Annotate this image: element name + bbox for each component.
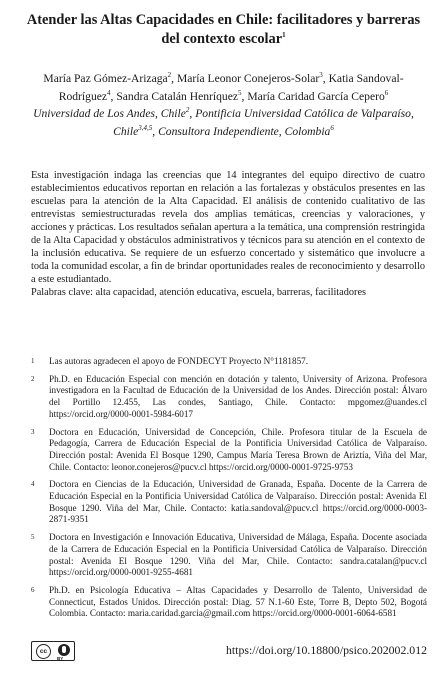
author-sup: 3 (319, 71, 323, 80)
author-name: Katia Sandoval-Rodríguez (58, 72, 404, 103)
affiliation-list: Universidad de Los Andes, Chile$^2$, Pontificia Universidad Católica de Valparaíso, Chile$^{3,4,5}$, Consultora Independiente, Colombia$^6$ (33, 106, 414, 138)
author-sup: 2 (167, 71, 172, 80)
abstract-text: Esta investigación indaga las creencias que 14 integrantes del equipo directivo de cuatro establecimientos educativos reportan en relación a las fortalezas y obstáculos presentes en las escuelas para la atención de la Alta Capacidad. El análisis de contenido cualitativo de las entrevistas semiestructuradas revela dos amplias temáticas, creencias y valoraciones, y acciones y prácticas. Los resultados señalan apertura a la temática, una comprensión restringida de la Alta Capacidad y obstáculos administrativos y técnicos para su atención en el contexto de la inclusión educativa. Se requiere de un esfuerzo concertado y sistemático que involucre a toda la comunidad escolar, a fin de brindar oportunidades reales de reconocimiento y desarrollo a este estudiantado. (31, 170, 425, 285)
footnote-text: Ph.D. en Psicología Educativa – Altas Capacidades y Desarrollo de Talento, Universidad de Connecticut, Estados Unidos. Dirección postal: Diag. 57 N.1-60 Este, Torre B, Depto 502, Bogotá Colombia. Contacto: maria.caridad.garcia@gmail.com https://orcid.org/0000-0001-6064-6581 (49, 584, 427, 619)
article-title (20, 11, 427, 49)
author-sup: 5 (238, 88, 242, 97)
footnote (31, 532, 427, 579)
footnote (31, 585, 427, 620)
keywords: Palabras clave: alta capacidad, atención educativa, escuela, barreras, facilitadores (31, 287, 367, 298)
title-line-2-text: del contexto escolar (161, 31, 283, 47)
footnote (31, 356, 427, 368)
affiliation-sup: 2 (185, 106, 190, 115)
page-footer (31, 641, 427, 663)
footnote (31, 427, 427, 474)
affiliation-name: Pontificia Universidad Católica de Valparaíso, Chile (113, 107, 414, 138)
author-sup: 6 (384, 88, 389, 97)
author-name: María Leonor Conejeros-Solar (176, 72, 320, 85)
title-line-1: Atender las Altas Capacidades en Chile: facilitadores y barreras (26, 12, 421, 28)
affiliation-name: Consultora Independiente, Colombia (158, 124, 331, 138)
footnote-text: Las autoras agradecen el apoyo de FONDECYT Proyecto N°1181857. (49, 356, 309, 366)
author-name: María Paz Gómez-Arizaga (43, 72, 168, 85)
attribution-icon (58, 644, 70, 656)
by-label: BY (57, 656, 64, 661)
author-list: María Paz Gómez-Arizaga$^2$, María Leonor Conejeros-Solar$^3$, Katia Sandoval-Rodríguez$^4$, Sandra Catalán Henríquez$^5$, María Caridad García Cepero$^6$ (43, 71, 404, 103)
author-sup: 4 (107, 88, 111, 97)
footnote (31, 479, 427, 526)
affiliation-sup: 3,4,5 (138, 123, 153, 132)
author-name: Sandra Catalán Henríquez (116, 89, 239, 103)
affiliation-sup: 6 (330, 123, 334, 132)
footnote-number: 2 (31, 374, 35, 383)
footnote-number: 4 (31, 480, 35, 489)
footnote (31, 374, 427, 421)
footnote-text: Doctora en Investigación e Innovación Educativa, Universidad de Málaga, España. Docente asociada de la Carrera de Educación Especial en la Pontificia Universidad Católica de Valparaíso. Dirección postal: Avenida El Bosque 1290. Viña del Mar, Chile. Contacto: sandra.catalan@pucv.cl https://orcid.org/0000-0001-9255-4681 (49, 532, 427, 578)
creative-commons-icon: cc (36, 644, 51, 659)
title-footnote-ref: 1 (282, 31, 286, 40)
abstract (31, 169, 425, 299)
affiliation-name: Universidad de Los Andes, Chile (33, 107, 186, 120)
footnote-number: 1 (31, 357, 35, 365)
title-line-2 (20, 30, 427, 49)
author-block (20, 70, 427, 140)
footnote-number: 6 (31, 585, 35, 594)
footnote-text: Ph.D. en Educación Especial con mención en dotación y talento, University of Arizona. Profesora investigadora en la Facultad de Educación de la Universidad de los Andes. Dirección postal: Álvaro del Portillo 12.455, Las condes, Santiago, Chile. Contacto: mpgomez@uandes.cl https://orcid.org/0000-0001-5984-6017 (49, 373, 427, 419)
footnote-text: Doctora en Educación, Universidad de Concepción, Chile. Profesora titular de la Escuela de Pedagogía, Carrera de Educación Especial de la Pontificia Universidad Católica de Valparaíso. Dirección postal: Avenida El Bosque 1290, Campus María Teresa Brown de Ariztía, Viña del Mar, Chile. Contacto: leonor.conejeros@pucv.cl https://orcid.org/0000-0001-9725-9753 (49, 426, 427, 472)
footnotes (31, 356, 427, 626)
cc-by-license-badge (31, 641, 75, 661)
footnote-text: Doctora en Ciencias de la Educación, Universidad de Granada, España. Docente de la Carrera de Educación Especial en la Pontificia Universidad Católica de Valparaíso. Dirección postal: Avenida El Bosque 1290. Viña del Mar, Chile. Contacto: katia.sandoval@pucv.cl https://orcid.org/0000-0003-2871-9351 (49, 479, 427, 525)
doi-link[interactable]: https://doi.org/10.18800/psico.202002.012 (226, 643, 427, 657)
footnote-number: 5 (31, 533, 35, 542)
author-name: María Caridad García Cepero (247, 89, 385, 103)
footnote-number: 3 (31, 427, 35, 436)
